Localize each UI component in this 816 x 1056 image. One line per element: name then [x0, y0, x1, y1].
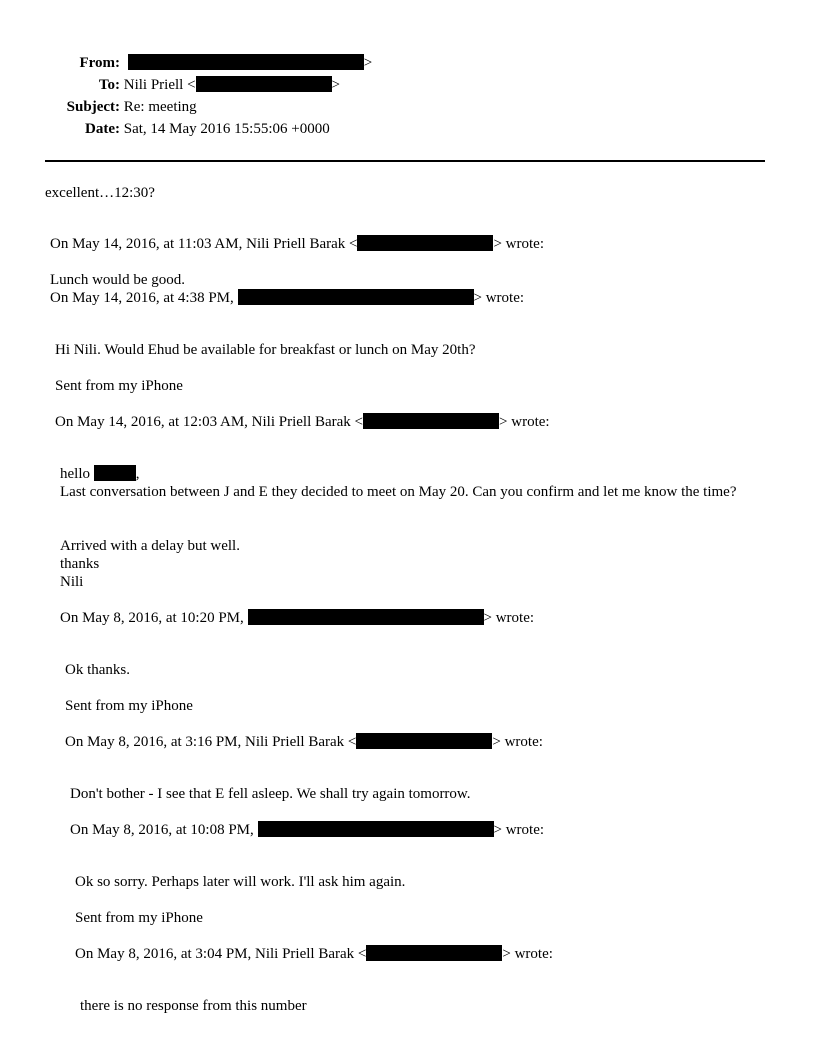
quote-header: [55, 413, 550, 431]
quote-header-text: On May 8, 2016, at 10:20 PM,: [60, 610, 244, 626]
quote-header-suffix: > wrote:: [473, 290, 525, 306]
to-label: To:: [98, 77, 120, 93]
quote-header-text: On May 14, 2016, at 11:03 AM, Nili Priell Barak <: [50, 236, 358, 252]
subject-label: Subject:: [66, 99, 120, 115]
quote-header-suffix: > wrote:: [493, 822, 545, 838]
from-label: From:: [79, 55, 120, 71]
from-row: [0, 54, 372, 72]
message-line: Ok thanks.: [65, 662, 130, 678]
redaction-bar: [196, 76, 332, 92]
message-line: there is no response from this number: [80, 998, 307, 1014]
to-close: >: [331, 77, 341, 93]
message-line: Hi Nili. Would Ehud be available for breakfast or lunch on May 20th?: [55, 342, 476, 358]
quote-header: [60, 609, 534, 627]
quote-header-text: On May 14, 2016, at 12:03 AM, Nili Priell Barak <: [55, 414, 364, 430]
message-line: Arrived with a delay but well.: [60, 538, 240, 554]
greeting-comma: ,: [135, 466, 140, 482]
date-label: Date:: [85, 121, 120, 137]
quote-header-suffix: > wrote:: [492, 734, 543, 750]
quote-header-text: On May 14, 2016, at 4:38 PM,: [50, 290, 234, 306]
subject-row: [0, 98, 197, 116]
redaction-bar: [366, 945, 502, 961]
from-close: >: [363, 55, 373, 71]
message-line: Don't bother - I see that E fell asleep. We shall try again tomorrow.: [70, 786, 471, 802]
quote-header: [50, 235, 544, 253]
date-row: [0, 120, 330, 138]
message-line: Sent from my iPhone: [55, 378, 183, 394]
redaction-bar: [357, 235, 493, 251]
message-line: Nili: [60, 574, 84, 590]
message-line: Sent from my iPhone: [65, 698, 193, 714]
redaction-bar: [356, 733, 492, 749]
message-line: Lunch would be good.: [50, 272, 185, 288]
greeting: hello: [60, 466, 90, 482]
to-row: [0, 76, 340, 94]
quote-header-text: On May 8, 2016, at 3:16 PM, Nili Priell Barak <: [65, 734, 357, 750]
redaction-bar: [363, 413, 499, 429]
redaction-bar: [128, 54, 364, 70]
redaction-bar: [238, 289, 474, 305]
header-divider: [45, 160, 765, 162]
message-line: [60, 465, 140, 483]
quote-header: [75, 945, 553, 963]
quote-header-suffix: > wrote:: [483, 610, 535, 626]
message-line: Last conversation between J and E they decided to meet on May 20. Can you confirm and let me know the time?: [60, 484, 737, 500]
redaction-bar: [94, 465, 136, 481]
quote-header-text: On May 8, 2016, at 3:04 PM, Nili Priell Barak <: [75, 946, 367, 962]
quote-header-suffix: > wrote:: [493, 236, 544, 252]
quote-header-suffix: > wrote:: [502, 946, 553, 962]
quote-header: [50, 289, 524, 307]
message-line: thanks: [60, 556, 100, 572]
subject-value: Re: meeting: [123, 99, 197, 115]
date-value: Sat, 14 May 2016 15:55:06 +0000: [123, 121, 330, 137]
message-line: Ok so sorry. Perhaps later will work. I'll ask him again.: [75, 874, 406, 890]
reply-text: excellent…12:30?: [45, 185, 155, 201]
to-name: Nili Priell <: [123, 77, 196, 93]
quote-header-suffix: > wrote:: [499, 414, 550, 430]
quote-header: [65, 733, 543, 751]
quote-header-text: On May 8, 2016, at 10:08 PM,: [70, 822, 254, 838]
message-line: Sent from my iPhone: [75, 910, 203, 926]
quote-header: [70, 821, 544, 839]
redaction-bar: [248, 609, 484, 625]
redaction-bar: [258, 821, 494, 837]
